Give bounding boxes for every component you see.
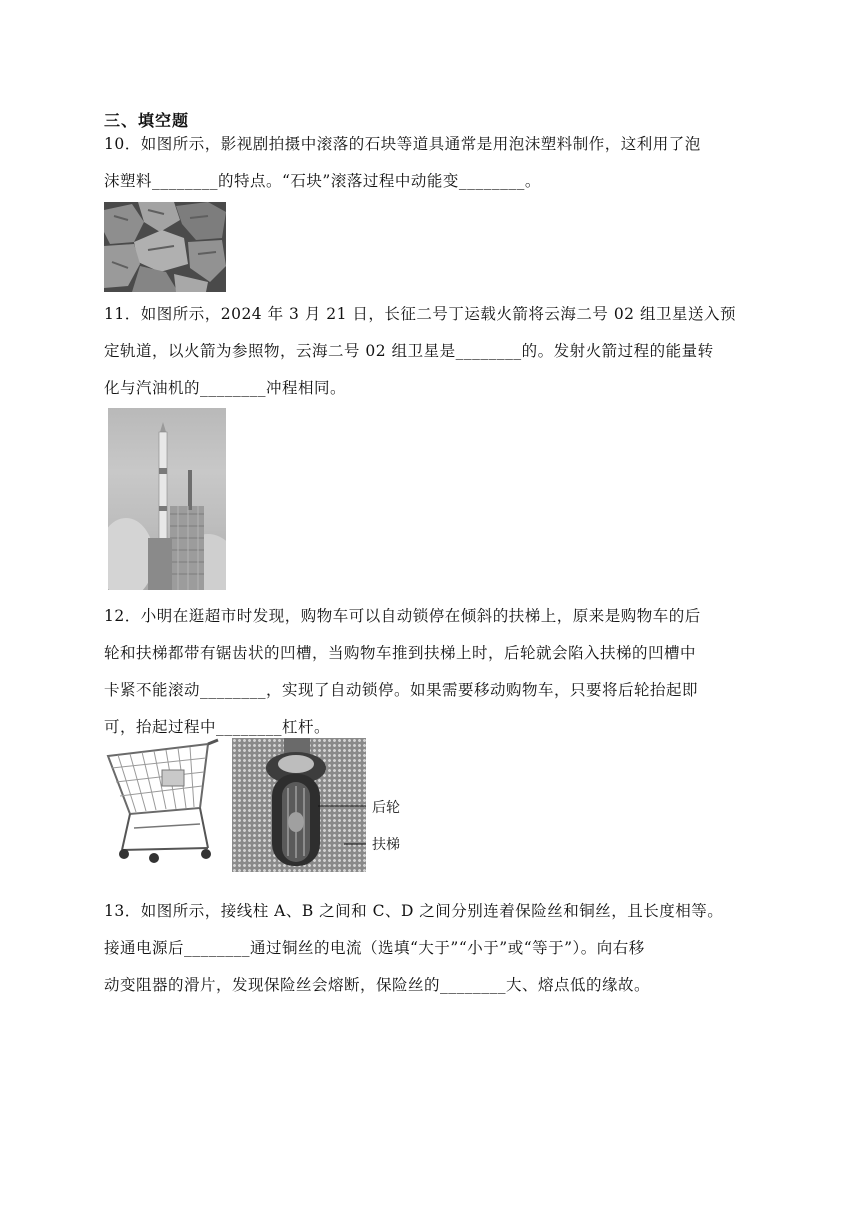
q13-line-1: 13．如图所示，接线柱 A、B 之间和 C、D 之间分别连着保险丝和铜丝，且长度相等。 (104, 902, 724, 920)
question-11 (104, 296, 754, 407)
q12-line-2: 轮和扶梯都带有锯齿状的凹槽，当购物车推到扶梯上时，后轮就会陷入扶梯的凹槽中 (104, 644, 697, 662)
label-leader-lines (318, 800, 368, 850)
q10-line-2: 沫塑料________的特点。“石块”滚落过程中动能变________。 (104, 172, 541, 190)
question-12 (104, 598, 754, 746)
q12-line-3: 卡紧不能滚动________，实现了自动锁停。如果需要移动购物车，只要将后轮抬起即 (104, 681, 699, 699)
q12-line-4: 可，抬起过程中________杠杆。 (104, 718, 331, 736)
question-13 (104, 893, 754, 1004)
question-10 (104, 126, 754, 200)
q10-line-1: 10．如图所示，影视剧拍摄中滚落的石块等道具通常是用泡沫塑料制作，这利用了泡 (104, 135, 701, 153)
q11-line-1: 11．如图所示，2024 年 3 月 21 日，长征二号丁运载火箭将云海二号 02 组卫星送入预 (104, 305, 736, 323)
shopping-cart-photo (104, 738, 222, 864)
section-title: 三、填空题 (104, 111, 190, 130)
q11-line-2: 定轨道，以火箭为参照物，云海二号 02 组卫星是________的。发射火箭过程的能量转 (104, 342, 714, 360)
escalator-label: 扶梯 (372, 837, 400, 853)
rear-wheel-label: 后轮 (372, 800, 400, 816)
rocket-launch-photo (108, 408, 226, 590)
q11-line-3: 化与汽油机的________冲程相同。 (104, 379, 347, 397)
q13-line-2: 接通电源后________通过铜丝的电流（选填“大于”“小于”或“等于”）。向右移 (104, 939, 645, 957)
stones-photo (104, 202, 226, 292)
q13-line-3: 动变阻器的滑片，发现保险丝会熔断，保险丝的________大、熔点低的缘故。 (104, 976, 651, 994)
q12-line-1: 12．小明在逛超市时发现，购物车可以自动锁停在倾斜的扶梯上，原来是购物车的后 (104, 607, 701, 625)
